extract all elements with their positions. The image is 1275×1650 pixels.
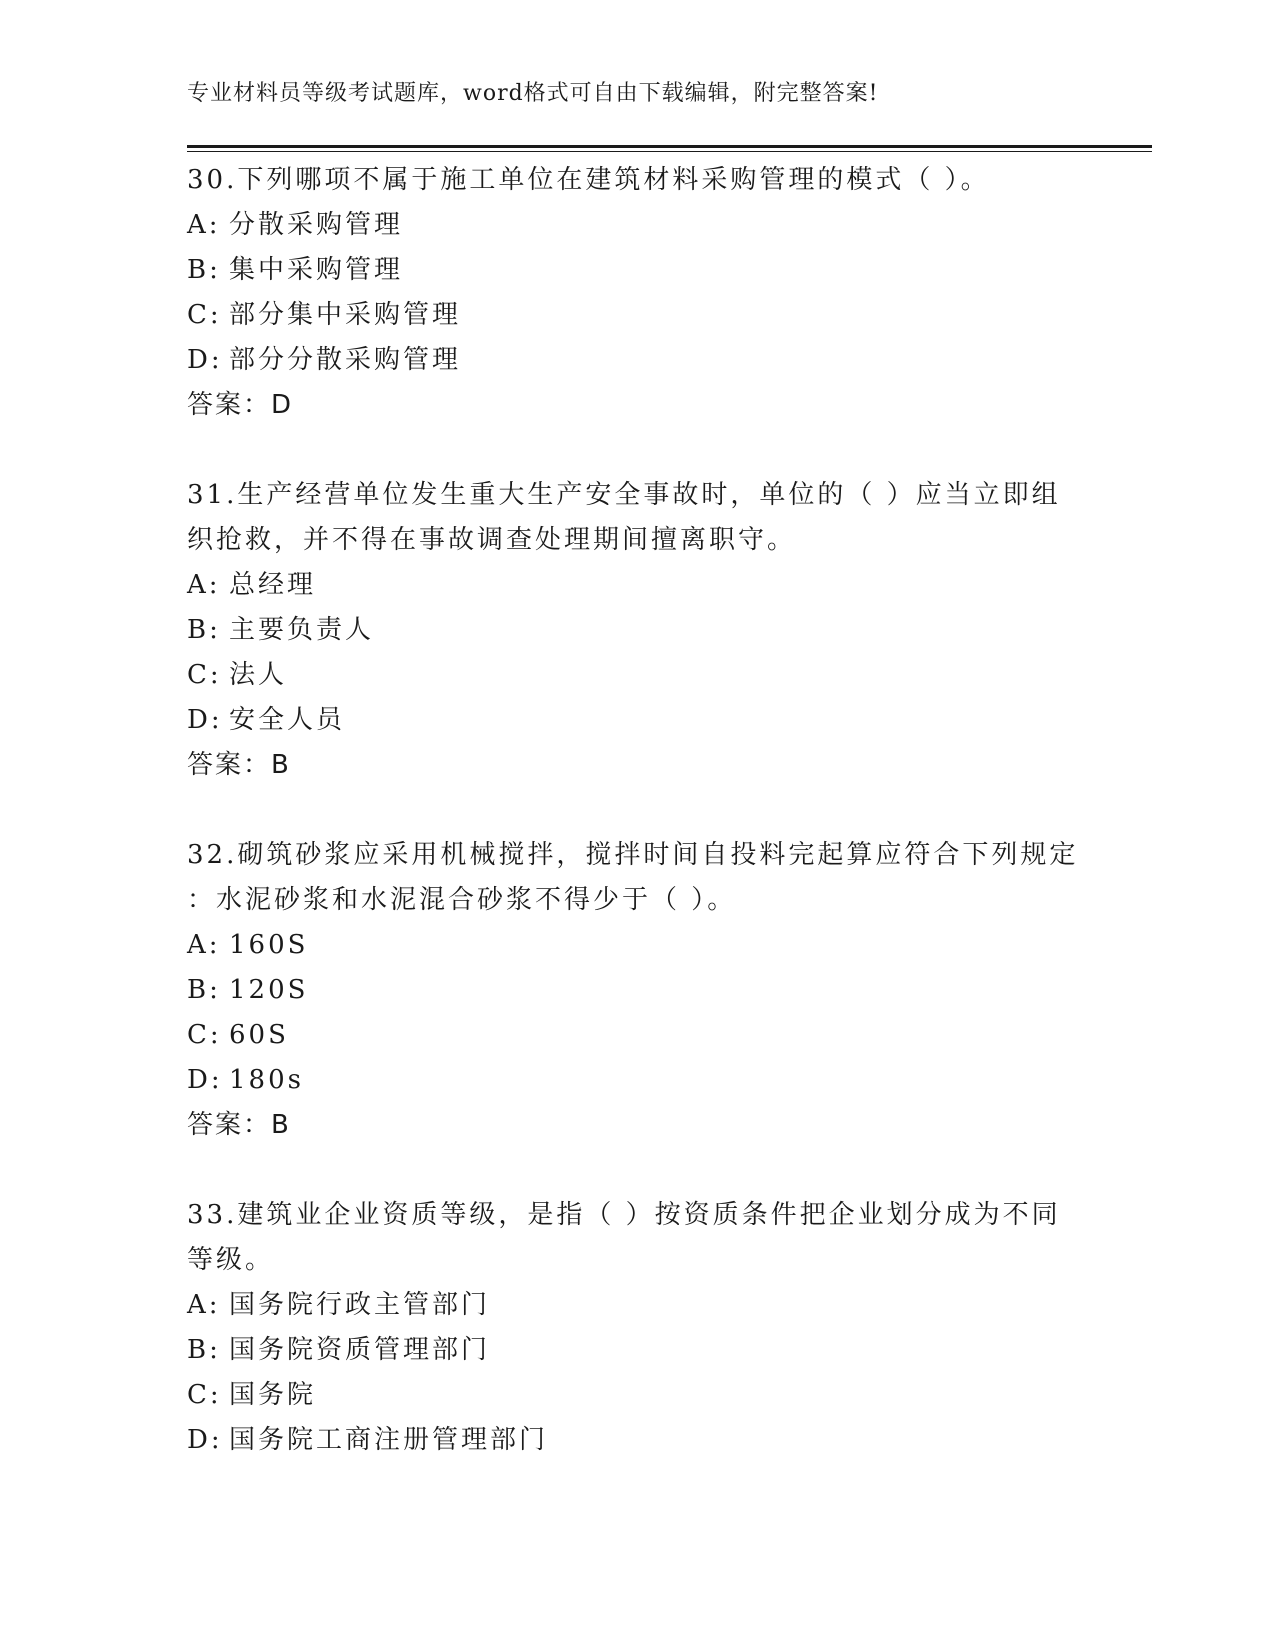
option-d xyxy=(187,338,1087,383)
option-letter: D: xyxy=(187,705,223,735)
option-text: 安全人员 xyxy=(229,705,346,735)
question-30 xyxy=(187,158,1087,428)
stem-line: 32.砌筑砂浆应采用机械搅拌，搅拌时间自投料完起算应符合下列规定 xyxy=(187,840,1079,870)
option-b xyxy=(187,968,1087,1013)
option-letter: D: xyxy=(187,1425,223,1455)
question-list xyxy=(187,158,1087,1508)
option-letter: C: xyxy=(187,300,222,330)
header-rule-thin xyxy=(187,151,1152,152)
stem-line: 33.建筑业企业资质等级，是指（ ）按资质条件把企业划分成为不同 xyxy=(187,1200,1061,1230)
question-32 xyxy=(187,833,1087,1148)
option-list xyxy=(187,1283,1087,1463)
option-letter: B: xyxy=(187,615,221,645)
option-a xyxy=(187,923,1087,968)
option-c xyxy=(187,1013,1087,1058)
option-d xyxy=(187,698,1087,743)
option-list xyxy=(187,563,1087,743)
option-text: 国务院行政主管部门 xyxy=(229,1290,491,1320)
option-a xyxy=(187,563,1087,608)
question-33 xyxy=(187,1193,1087,1463)
question-stem xyxy=(187,1193,1087,1283)
option-text: 总经理 xyxy=(229,570,317,600)
stem-line: 织抢救，并不得在事故调查处理期间擅离职守。 xyxy=(187,525,797,555)
option-text: 160S xyxy=(229,930,309,960)
option-list xyxy=(187,203,1087,383)
stem-line: ：水泥砂浆和水泥混合砂浆不得少于（ ）。 xyxy=(187,885,737,915)
option-text: 国务院 xyxy=(229,1380,317,1410)
option-text: 法人 xyxy=(229,660,288,690)
option-text: 部分分散采购管理 xyxy=(229,345,462,375)
option-c xyxy=(187,293,1087,338)
header-rule-thick xyxy=(187,145,1152,148)
option-d xyxy=(187,1058,1087,1103)
option-text: 集中采购管理 xyxy=(229,255,404,285)
option-text: 120S xyxy=(229,975,309,1005)
question-stem xyxy=(187,833,1087,923)
option-text: 部分集中采购管理 xyxy=(229,300,462,330)
option-letter: B: xyxy=(187,255,221,285)
option-c xyxy=(187,1373,1087,1418)
option-letter: B: xyxy=(187,1335,221,1365)
option-a xyxy=(187,1283,1087,1328)
stem-line: 等级。 xyxy=(187,1245,275,1275)
option-b xyxy=(187,608,1087,653)
answer-line: 答案：B xyxy=(187,1110,291,1140)
option-text: 180s xyxy=(229,1065,304,1095)
answer-line: 答案：B xyxy=(187,750,291,780)
option-text: 分散采购管理 xyxy=(229,210,404,240)
option-letter: C: xyxy=(187,1380,222,1410)
option-letter: A: xyxy=(187,570,221,600)
stem-line: 30.下列哪项不属于施工单位在建筑材料采购管理的模式（ ）。 xyxy=(187,165,990,195)
option-c xyxy=(187,653,1087,698)
option-list xyxy=(187,923,1087,1103)
option-letter: C: xyxy=(187,660,222,690)
option-letter: D: xyxy=(187,1065,223,1095)
question-31 xyxy=(187,473,1087,788)
option-letter: D: xyxy=(187,345,223,375)
option-letter: A: xyxy=(187,210,221,240)
option-text: 国务院工商注册管理部门 xyxy=(229,1425,549,1455)
option-text: 60S xyxy=(229,1020,289,1050)
question-stem xyxy=(187,473,1087,563)
option-text: 国务院资质管理部门 xyxy=(229,1335,491,1365)
stem-line: 31.生产经营单位发生重大生产安全事故时，单位的（ ）应当立即组 xyxy=(187,480,1061,510)
answer-line: 答案：D xyxy=(187,390,294,420)
option-d xyxy=(187,1418,1087,1463)
option-letter: A: xyxy=(187,1290,221,1320)
option-a xyxy=(187,203,1087,248)
option-letter: A: xyxy=(187,930,221,960)
option-b xyxy=(187,248,1087,293)
option-b xyxy=(187,1328,1087,1373)
option-letter: B: xyxy=(187,975,221,1005)
header-note: 专业材料员等级考试题库，word格式可自由下载编辑，附完整答案! xyxy=(187,81,879,106)
option-text: 主要负责人 xyxy=(229,615,375,645)
question-stem xyxy=(187,158,1087,203)
option-letter: C: xyxy=(187,1020,222,1050)
